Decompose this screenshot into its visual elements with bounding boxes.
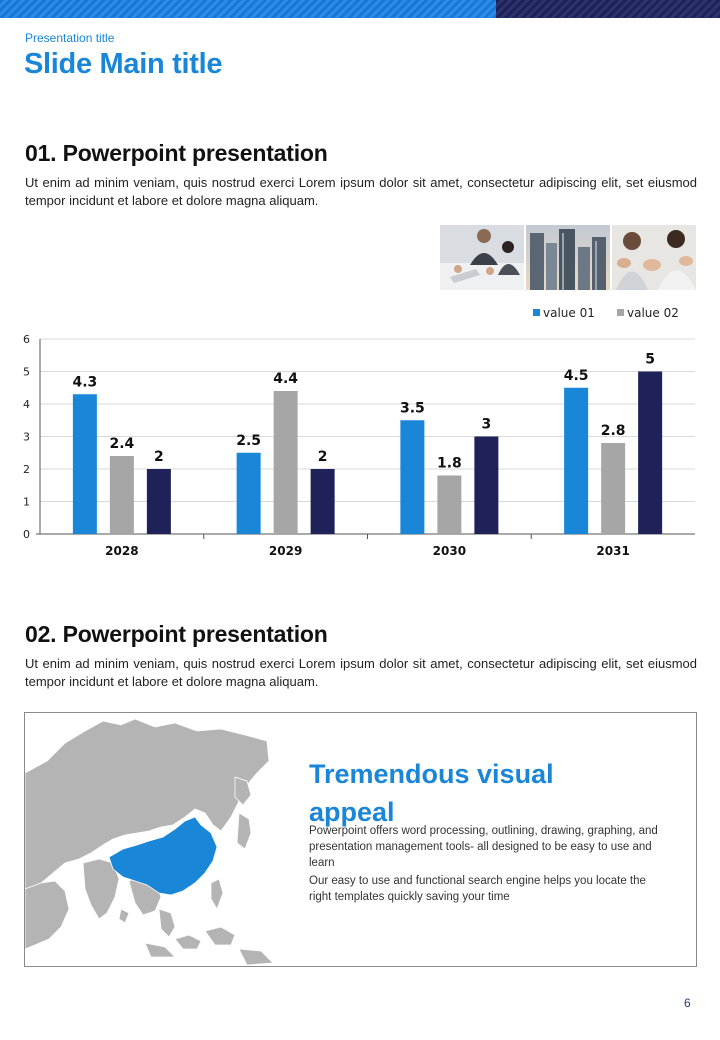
- x-category-label: 2031: [596, 544, 630, 558]
- city-skyscrapers-photo: [526, 225, 610, 290]
- presentation-title: Presentation title: [25, 31, 115, 45]
- bar: [110, 456, 134, 534]
- y-tick-label: 2: [23, 463, 30, 476]
- business-meeting-photo: [440, 225, 524, 290]
- bar-data-label: 5: [645, 351, 655, 368]
- bar-data-label: 2.4: [109, 436, 135, 452]
- bar: [147, 469, 171, 534]
- bar-data-label: 4.4: [273, 371, 299, 387]
- bar: [311, 469, 335, 534]
- asia-map: [25, 713, 275, 966]
- x-category-label: 2028: [105, 544, 139, 558]
- bar-data-label: 4.5: [563, 367, 589, 384]
- legend-swatch: [533, 309, 540, 316]
- bar-data-label: 3: [481, 416, 492, 433]
- section2-title: 02. Powerpoint presentation: [25, 621, 328, 647]
- photo-strip: [440, 225, 696, 290]
- bar-data-label: 2.5: [236, 432, 262, 449]
- bar-chart-svg: [0, 300, 720, 570]
- top-stripe-blue: [0, 0, 496, 18]
- map-panel-paragraph-1: Powerpoint offers word processing, outlining, drawing, graphing, and presentation management tools- all designed to be easy to use and learn: [309, 825, 658, 869]
- bar-data-label: 2: [154, 449, 164, 465]
- bar: [564, 388, 588, 534]
- section2-body: Ut enim ad minim veniam, quis nostrud exerci Lorem ipsum dolor sit amet, consectetur adipiscing elit, set eiusmod tempor incidunt et labore et dolore magna aliquam.: [25, 656, 697, 689]
- bar: [237, 453, 261, 534]
- y-tick-label: 4: [23, 398, 30, 411]
- page-number: 6: [684, 996, 691, 1010]
- x-category-label: 2029: [268, 544, 303, 558]
- y-tick-label: 0: [23, 528, 30, 541]
- bar-data-label: 3.5: [399, 400, 425, 417]
- bar-data-label: 4.3: [72, 374, 98, 391]
- map-panel-paragraph-2: Our easy to use and functional search engine helps you locate the right templates quickly saving your time: [309, 875, 646, 903]
- bar: [400, 420, 424, 534]
- bar: [73, 394, 97, 534]
- bar: [474, 437, 498, 535]
- bar: [601, 443, 625, 534]
- bar: [437, 476, 461, 535]
- legend-swatch: [617, 309, 624, 316]
- section1-title: 01. Powerpoint presentation: [25, 140, 328, 166]
- bar-data-label: 2.8: [600, 423, 626, 439]
- bar: [274, 391, 298, 534]
- section1-body: Ut enim ad minim veniam, quis nostrud exerci Lorem ipsum dolor sit amet, consectetur adipiscing elit, set eiusmod tempor incidunt et labore et dolore magna aliquam.: [25, 175, 697, 208]
- slide-main-title: Slide Main title: [24, 48, 223, 80]
- bar: [638, 372, 662, 535]
- applause-photo: [612, 225, 696, 290]
- legend-label: value 01: [543, 306, 595, 320]
- bar-chart: [0, 300, 720, 570]
- map-panel: [24, 712, 697, 967]
- legend-label: value 02: [627, 306, 679, 320]
- y-tick-label: 3: [23, 430, 30, 444]
- y-tick-label: 5: [23, 365, 30, 379]
- map-panel-heading: Tremendous visual appeal: [309, 759, 554, 827]
- x-category-label: 2030: [432, 544, 467, 558]
- bar-data-label: 2: [317, 449, 328, 465]
- y-tick-label: 1: [23, 495, 30, 509]
- bar-data-label: 1.8: [436, 455, 462, 472]
- y-tick-label: 6: [23, 333, 30, 346]
- top-stripe-navy: [496, 0, 720, 18]
